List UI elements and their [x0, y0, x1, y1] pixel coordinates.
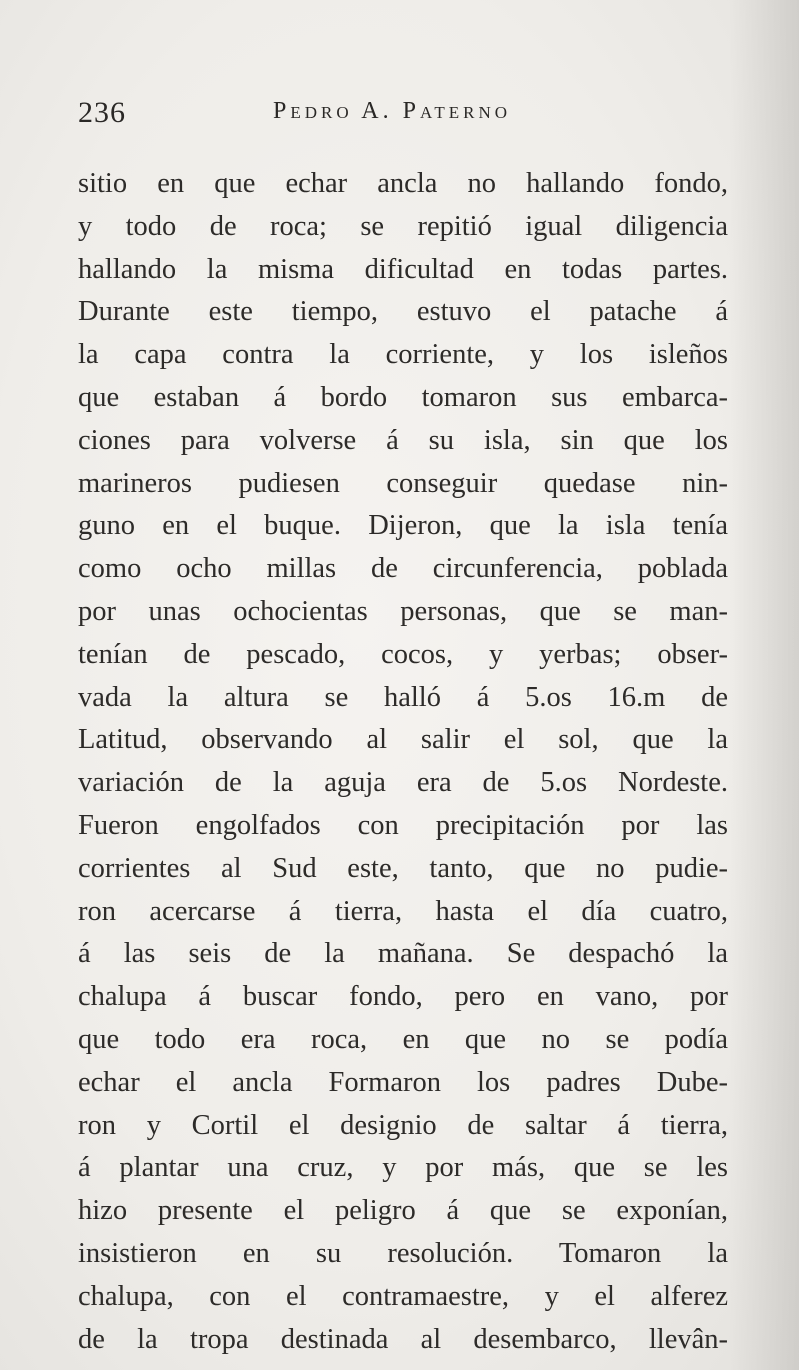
text-line: Latitud, observando al salir el sol, que la	[78, 724, 728, 756]
text-line: hallando la misma dificultad en todas partes.	[78, 253, 728, 285]
text-line: sitio en que echar ancla no hallando fondo,	[78, 168, 728, 199]
text-line: como ocho millas de circunferencia, poblada	[78, 553, 728, 585]
text-line: hizo presente el peligro á que se exponían,	[78, 1195, 728, 1227]
text-line: chalupa, con el contramaestre, y el alferez	[78, 1280, 728, 1312]
text-line: y todo de roca; se repitió igual diligencia	[78, 210, 728, 242]
text-line: ron y Cortil el designio de saltar á tierra,	[78, 1109, 728, 1141]
text-line: vada la altura se halló á 5.os 16.m de	[78, 681, 728, 713]
text-line: guno en el buque. Dijeron, que la isla tenía	[78, 510, 728, 542]
text-line: tenían de pescado, cocos, y yerbas; obser-	[78, 638, 728, 670]
text-line: chalupa á buscar fondo, pero en vano, por	[78, 981, 728, 1013]
page-number: 236	[78, 96, 126, 129]
text-line: la capa contra la corriente, y los isleños	[78, 339, 728, 371]
text-line: á plantar una cruz, y por más, que se les	[78, 1152, 728, 1184]
text-line: que estaban á bordo tomaron sus embarca-	[78, 381, 728, 413]
text-line: corrientes al Sud este, tanto, que no pudie-	[78, 852, 728, 884]
text-line: á las seis de la mañana. Se despachó la	[78, 938, 728, 970]
body-text	[78, 163, 728, 1361]
text-line: insistieron en su resolución. Tomaron la	[78, 1237, 728, 1269]
text-line: que todo era roca, en que no se podía	[78, 1023, 728, 1055]
text-line: por unas ochocientas personas, que se man-	[78, 595, 728, 627]
text-line: marineros pudiesen conseguir quedase nin-	[78, 467, 728, 499]
text-line: echar el ancla Formaron los padres Dube-	[78, 1066, 728, 1098]
page-edge-shadow	[729, 0, 799, 1370]
text-line: Fueron engolfados con precipitación por las	[78, 809, 728, 841]
text-line: ciones para volverse á su isla, sin que los	[78, 424, 728, 456]
text-line: ron acercarse á tierra, hasta el día cuatro,	[78, 895, 728, 927]
text-line: variación de la aguja era de 5.os Nordeste.	[78, 767, 728, 799]
running-head: Pedro A. Paterno	[273, 98, 512, 124]
text-line: Durante este tiempo, estuvo el patache á	[78, 296, 728, 328]
text-line: de la tropa destinada al desembarco, llevân-	[78, 1323, 728, 1355]
page-header	[78, 96, 728, 136]
